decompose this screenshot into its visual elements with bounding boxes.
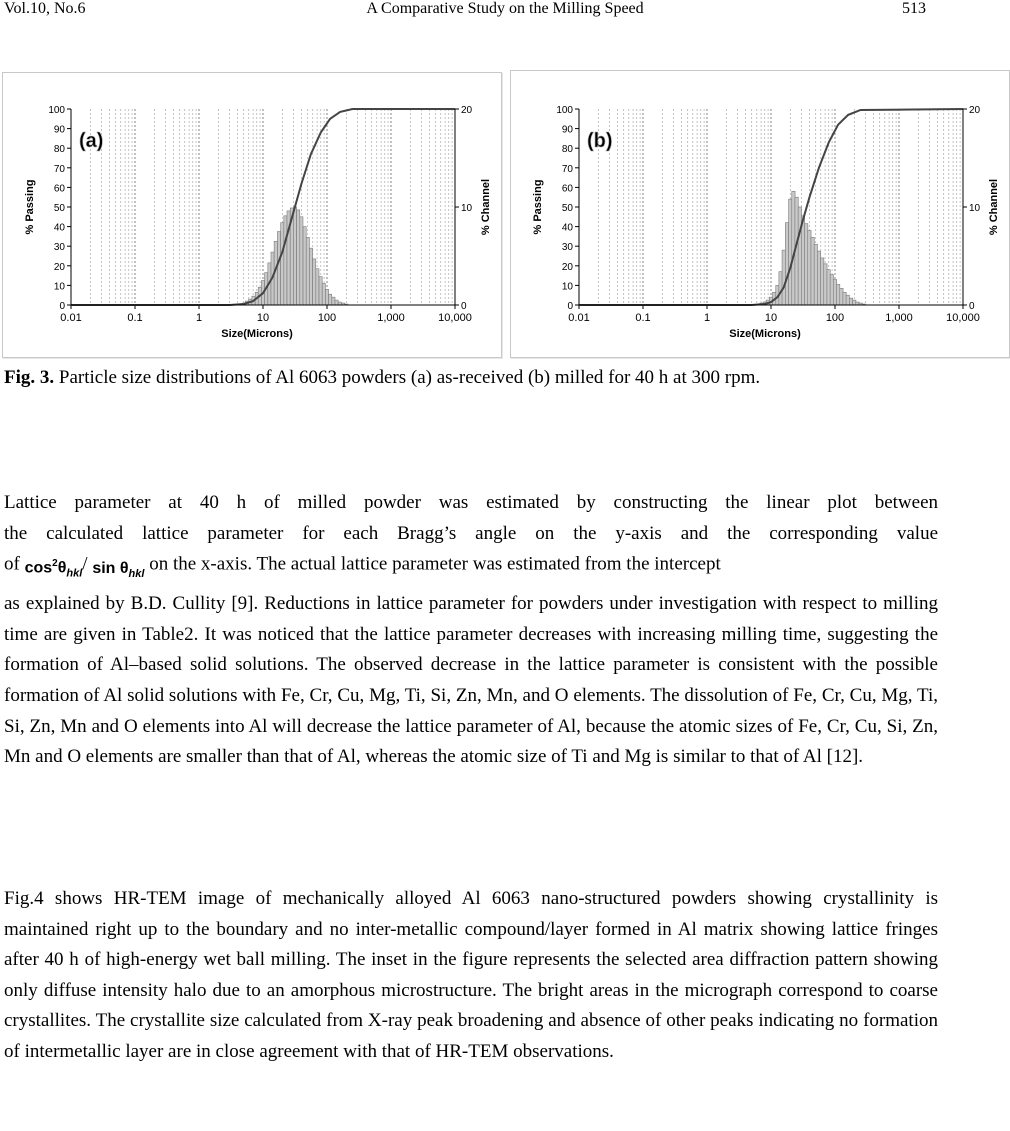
histogram-bar (801, 216, 804, 305)
paragraph-hrtem: Fig.4 shows HR-TEM image of mechanically alloyed Al 6063 nano-structured powders showing crystallinity is maintained right up to the boundary and no inter-metallic compound/layer formed in Al matrix showing lattice fringes after 40 h of high-energy wet ball milling. The inset in the figure represents the selected area diffraction pattern showing only diffuse intensity halo due to an amorphous microstructure. The bright areas in the micrograph correspond to coarse crystallites. The crystallite size calculated from X-ray peak broadening and absence of other peaks indicating no formation of intermetallic layer are in close agreement with that of HR-TEM observations. (4, 888, 938, 1062)
histogram-bar (335, 300, 338, 305)
histogram-bar (313, 259, 316, 305)
cos-squared-theta-formula: $\cos^2\theta_{hkl}$ (24, 558, 83, 580)
histogram-bar (853, 300, 856, 305)
histogram-bar (814, 244, 817, 305)
histogram-bar (840, 288, 843, 305)
y2-tick-label: 0 (969, 301, 975, 312)
histogram-bar (811, 237, 814, 305)
y-tick-label: 100 (556, 105, 573, 116)
x-tick-label: 10,000 (946, 312, 980, 324)
paragraph-line-formula (4, 549, 938, 589)
y-tick-label: 30 (53, 242, 65, 254)
x-tick-label: 1,000 (377, 312, 405, 324)
y-tick-label: 0 (567, 301, 573, 312)
y-axis-label: % Passing (532, 179, 544, 235)
histogram-bar (309, 248, 312, 305)
y2-axis-label: % Channel (988, 178, 1000, 236)
figure-3b-panel (510, 70, 1010, 358)
running-title: A Comparative Study on the Milling Speed (366, 0, 644, 17)
histogram-bar (843, 292, 846, 305)
y2-tick-label: 20 (461, 105, 473, 116)
histogram-bar (849, 298, 852, 305)
histogram-bar (316, 269, 319, 305)
histogram-bar (789, 199, 792, 305)
x-tick-label: 0.01 (568, 312, 590, 324)
caption-text: Particle size distributions of Al 6063 powders (a) as-received (b) milled for 40 h at 300 rpm. (54, 367, 761, 388)
histogram-bar (325, 289, 328, 305)
y-tick-label: 80 (561, 144, 573, 156)
histogram-bar (830, 275, 833, 305)
figure-caption (4, 364, 938, 392)
y-tick-label: 90 (53, 124, 65, 136)
histogram-bar (281, 223, 284, 305)
x-tick-label: 100 (825, 312, 845, 324)
histogram-bar (284, 216, 287, 305)
histogram-bar (827, 270, 830, 305)
y-tick-label: 50 (53, 203, 65, 214)
x-tick-label: 100 (317, 312, 337, 324)
y-tick-label: 90 (561, 124, 573, 136)
histogram-bar (798, 207, 801, 305)
x-tick-label: 10 (764, 312, 778, 324)
y-tick-label: 70 (53, 163, 65, 175)
histogram-bar (782, 250, 785, 305)
x-tick-label: 0.1 (127, 312, 143, 324)
x-axis-label: Size(Microns) (221, 328, 293, 340)
histogram-bar (277, 232, 280, 306)
paragraph-body: as explained by B.D. Cullity [9]. Reductions in lattice parameter for powders under investigation with respect to milling time are given in Table2. It was noticed that the lattice parameter decreases with increasing milling time, suggesting the formation of Al–based solid solutions. The observed decrease in the lattice parameter is consistent with the possible formation of Al solid solutions with Fe, Cr, Cu, Mg, Ti, Si, Zn, Mn, and O elements. The dissolution of Fe, Cr, Cu, Mg, Ti, Si, Zn, Mn and O elements into Al will decrease the lattice parameter of Al, because the atomic sizes of Fe, Cr, Cu, Si, Zn, Mn and O elements are smaller than that of Al, whereas the atomic size of Ti and Mg is similar to that of Al [12]. (4, 593, 938, 768)
caption-label: Fig. 3. (4, 367, 55, 388)
histogram-bar (297, 210, 300, 305)
y-tick-label: 50 (561, 203, 573, 214)
x-axis-label: Size(Microns) (729, 328, 801, 340)
y-tick-label: 40 (53, 222, 65, 234)
y-tick-label: 10 (53, 281, 65, 293)
y-tick-label: 70 (561, 163, 573, 175)
y-tick-label: 10 (561, 281, 573, 293)
y-tick-label: 40 (561, 222, 573, 234)
y2-tick-label: 0 (461, 301, 467, 312)
x-tick-label: 1 (195, 312, 203, 324)
histogram-bar (824, 264, 827, 305)
histogram-bar (846, 295, 849, 305)
figure-3a-panel (2, 72, 502, 358)
y2-tick-label: 20 (969, 105, 981, 116)
x-tick-label: 1 (703, 312, 711, 324)
y2-axis-label: % Channel (480, 178, 492, 236)
histogram-bar (319, 277, 322, 305)
y-tick-label: 60 (53, 183, 65, 195)
x-tick-label: 0.1 (635, 312, 651, 324)
histogram-bar (322, 283, 325, 305)
word-of: of (4, 553, 20, 575)
journal-volume: Vol.10, No.6 (4, 0, 86, 17)
y2-tick-label: 10 (461, 203, 473, 214)
histogram-bar (293, 207, 296, 305)
x-tick-label: 1,000 (885, 312, 913, 324)
histogram-bar (329, 294, 332, 305)
paragraph-line: the calculated lattice parameter for each Bragg’s angle on the y-axis and the corresponding value (4, 522, 938, 544)
y-tick-label: 80 (53, 144, 65, 156)
line3-rest: on the x-axis. The actual lattice parameter was estimated from the intercept (149, 553, 721, 575)
sin-theta-formula: $\sin \theta_{hkl}$ (92, 559, 145, 580)
y-tick-label: 100 (48, 105, 65, 116)
histogram-bar (303, 227, 306, 305)
histogram-bar (833, 280, 836, 305)
x-tick-label: 10,000 (438, 312, 472, 324)
particle-size-chart-b (511, 71, 1009, 357)
x-tick-label: 0.01 (60, 312, 82, 324)
particle-size-chart-a (3, 73, 501, 357)
formula-slash: / (82, 553, 88, 575)
y-axis-label: % Passing (24, 179, 36, 235)
paragraph-line: Lattice parameter at 40 h of milled powder was estimated by constructing the linear plot between (4, 492, 938, 513)
y-tick-label: 60 (561, 183, 573, 195)
histogram-bar (785, 223, 788, 305)
histogram-bar (836, 284, 839, 305)
histogram-bar (779, 272, 782, 305)
y-tick-label: 20 (53, 261, 65, 273)
panel-label: (b) (587, 130, 613, 152)
running-header (0, 0, 1010, 26)
histogram-bar (821, 258, 824, 305)
histogram-bar (300, 217, 303, 305)
y-tick-label: 30 (561, 242, 573, 254)
histogram-bar (306, 237, 309, 305)
histogram-bar (817, 251, 820, 305)
panel-label: (a) (79, 130, 104, 152)
histogram-bar (332, 297, 335, 305)
histogram-bar (805, 224, 808, 305)
page-number: 513 (902, 0, 926, 17)
y2-tick-label: 10 (969, 203, 981, 214)
x-tick-label: 10 (256, 312, 270, 324)
y-tick-label: 20 (561, 261, 573, 273)
histogram-bar (808, 231, 811, 305)
y-tick-label: 0 (59, 301, 65, 312)
paragraph-lattice-parameter (4, 488, 938, 773)
